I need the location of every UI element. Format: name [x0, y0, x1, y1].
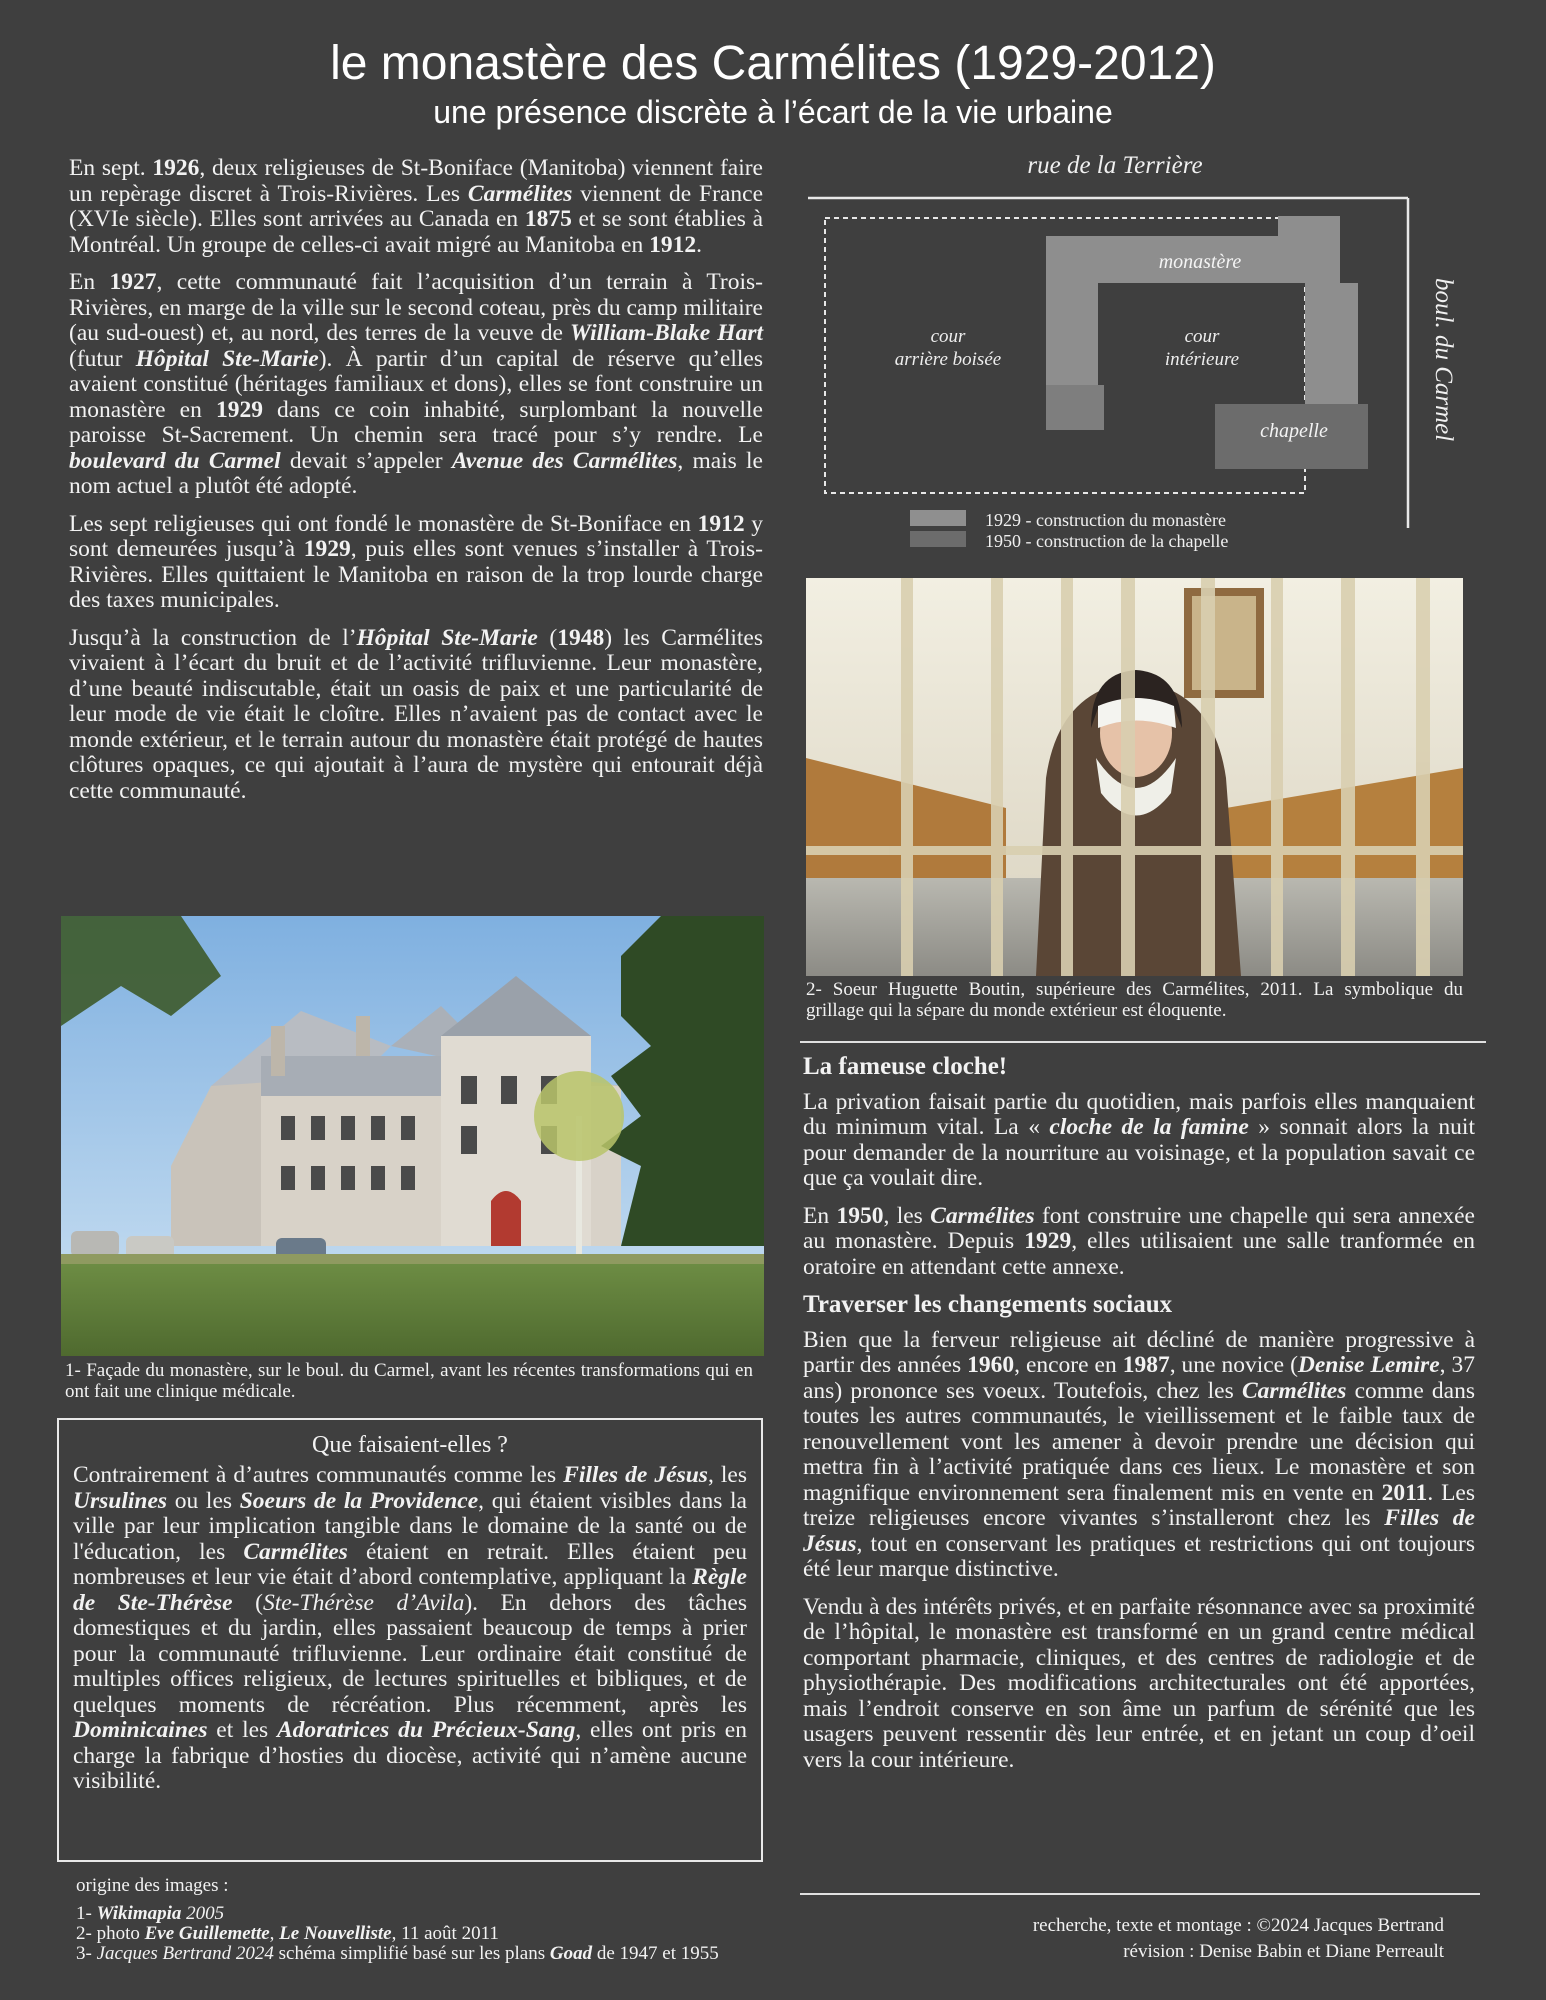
- legend-swatch-1929: [910, 510, 966, 526]
- nun-portrait-photo: [806, 578, 1463, 976]
- label-cour-arriere-2: arrière boisée: [894, 349, 1002, 370]
- paragraph: En 1927, cette communauté fait l’acquisition d’un terrain à Trois-Rivières, en marge de la ville sur le second coteau, près du camp militaire (au sud-ouest) et, au nord, des terres de la veuve de William-Blake Hart (futur Hôpital Ste-Marie). À partir d’un capital de réserve qu’elles avaient constitué (héritages familiaux et dons), elles se font construire un monastère en 1929 dans ce coin inhabité, surplombant la nouvelle paroisse St-Sacrement. Un chemin sera tracé pour s’y rendre. Le boulevard du Carmel devait s’appeler Avenue des Carmélites, mais le nom actuel a plutôt été adopté.: [69, 269, 763, 499]
- paragraph: En 1950, les Carmélites font construire une chapelle qui sera annexée au monastère. Depuis 1929, elles utilisaient une salle tranformée en oratoire en attendant cette annexe.: [803, 1202, 1476, 1280]
- street-right-label: boul. du Carmel: [1430, 278, 1457, 442]
- info-box-text: Contrairement à d’autres communautés comme les Filles de Jésus, les Ursulines ou les Soeurs de la Providence, qui étaient visibles dans la ville par leur implication tangible dans le domaine de la santé ou de l'éducation, les Carmélites étaient en retrait. Elles étaient peu nombreuses et leur vie était d’abord contemplative, appliquant la Règle de Ste-Thérèse (Ste-Thérèse d’Avila). En dehors des tâches domestiques et du jardin, elles passaient beaucoup de temps à prier pour la communauté trifluvienne. Leur ordinaire était constitué de multiples offices religieux, de lectures spirituelles et bibliques, et de quelques moments de récréation. Plus récemment, après les Dominicaines et les Adoratrices du Précieux-Sang, elles ont pris en charge la fabrique d’hosties du diocèse, activité qui n’amène aucune visibilité.: [73, 1462, 748, 1794]
- paragraph: En sept. 1926, deux religieuses de St-Boniface (Manitoba) viennent faire un repèrage discret à Trois-Rivières. Les Carmélites viennent de France (XVIe siècle). Elles sont arrivées au Canada en 1875 et se sont établies à Montréal. Un groupe de celles-ci avait migré au Manitoba en 1912.: [69, 155, 763, 258]
- page-subtitle: une présence discrète à l’écart de la vie urbaine: [433, 94, 1113, 130]
- legend-swatch-1950: [910, 531, 966, 547]
- paragraph: Jusqu’à la construction de l’Hôpital Ste-Marie (1948) les Carmélites vivaient à l’écart du bruit et de l’activité trifluvienne. Leur monastère, d’une beauté indiscutable, était un oasis de paix et une particularité de leur mode de vie était le cloître. Elles n’avaient pas de contact avec le monde extérieur, et le terrain autour du monastère était protégé de hautes clôtures opaques, ce qui ajoutait à l’aura de mystère qui entourait déjà cette communauté.: [69, 624, 763, 804]
- paragraph: Les sept religieuses qui ont fondé le monastère de St-Boniface en 1912 y sont demeurées jusqu’à 1929, puis elles sont venues s’installer à Trois-Rivières. Elles quittaient le Manitoba en raison de la trop lourde charge des taxes municipales.: [69, 510, 763, 613]
- monastery-wing: [1046, 385, 1104, 430]
- source-line: 2- photo Eve Guillemette, Le Nouvelliste, 11 août 2011: [76, 1923, 499, 1944]
- divider: [800, 1041, 1486, 1043]
- divider: [800, 1893, 1480, 1895]
- label-cour-arriere-1: cour: [930, 326, 966, 347]
- nun-portrait-illustration: [806, 578, 1463, 976]
- site-plan-diagram: [800, 148, 1500, 558]
- monastery-building: [1046, 216, 1358, 404]
- label-chapelle: chapelle: [1260, 420, 1328, 442]
- street-top-label: rue de la Terrière: [1027, 152, 1203, 179]
- monastery-facade-photo: [61, 916, 764, 1356]
- info-box-title: Que faisaient-elles ?: [312, 1432, 508, 1458]
- info-box: [57, 1418, 763, 1862]
- paragraph: La privation faisait partie du quotidien, mais parfois elles manquaient du minimum vital. La « cloche de la famine » sonnait alors la nuit pour demander de la nourriture au voisinage, et la population savait ce que ça voulait dire.: [803, 1088, 1475, 1191]
- credits-research: recherche, texte et montage : ©2024 Jacques Bertrand: [1032, 1915, 1444, 1936]
- monastery-facade-illustration: [61, 916, 764, 1356]
- photo1-caption: 1- Façade du monastère, sur le boul. du Carmel, avant les récentes transformations qui en ont fait une clinique médicale.: [65, 1360, 753, 1402]
- source-line: 3- Jacques Bertrand 2024 schéma simplifié basé sur les plans Goad de 1947 et 1955: [76, 1943, 719, 1964]
- legend-item-1929: 1929 - construction du monastère: [985, 510, 1226, 530]
- left-column-text: [69, 156, 763, 816]
- paragraph: Bien que la ferveur religieuse ait décliné de manière progressive à partir des années 1960, encore en 1987, une novice (Denise Lemire, 37 ans) prononce ses voeux. Toutefois, chez les Carmélites comme dans toutes les autres communautés, le vieillissement et le faible taux de renouvellement vont les amener à devoir prendre une décision qui mettra fin à l’activité pratiquée dans ces lieux. Le monastère et son magnifique environnement sera finalement mis en vente en 2011. Les treize religieuses encore vivantes s’installeront chez les Filles de Jésus, tout en conservant les pratiques et restrictions qui ont toujours été leur marque distinctive.: [803, 1326, 1476, 1582]
- legend-item-1950: 1950 - construction de la chapelle: [985, 531, 1229, 551]
- label-cour-interieure-2: intérieure: [1164, 349, 1240, 370]
- image-sources: [76, 1876, 816, 1964]
- source-line: 1- Wikimapia 2005: [76, 1903, 225, 1924]
- page-title: le monastère des Carmélites (1929-2012): [330, 37, 1216, 90]
- section-heading: La fameuse cloche!: [803, 1053, 1008, 1080]
- section-heading: Traverser les changements sociaux: [803, 1291, 1173, 1318]
- credits: [1033, 1913, 1444, 1965]
- label-monastere: monastère: [1158, 251, 1242, 273]
- photo2-caption: 2- Soeur Huguette Boutin, supérieure des Carmélites, 2011. La symbolique du grillage qui la sépare du monde extérieur est éloquente.: [806, 979, 1463, 1021]
- sources-heading: origine des images :: [76, 1875, 229, 1896]
- label-cour-interieure-1: cour: [1184, 326, 1220, 347]
- right-column-text: [803, 1054, 1475, 1785]
- credits-revision: révision : Denise Babin et Diane Perreault: [1123, 1941, 1444, 1962]
- paragraph: Vendu à des intérêts privés, et en parfaite résonnance avec sa proximité de l’hôpital, le monastère est transformé en un grand centre médical comportant pharmacie, cliniques, et des centres de radiologie et de physiothérapie. Des modifications architecturales ont été apportées, mais l’endroit conserve en son âme un parfum de sérénité que les usagers peuvent ressentir dès leur entrée, et en jetant un coup d’oeil vers la cour intérieure.: [803, 1593, 1475, 1773]
